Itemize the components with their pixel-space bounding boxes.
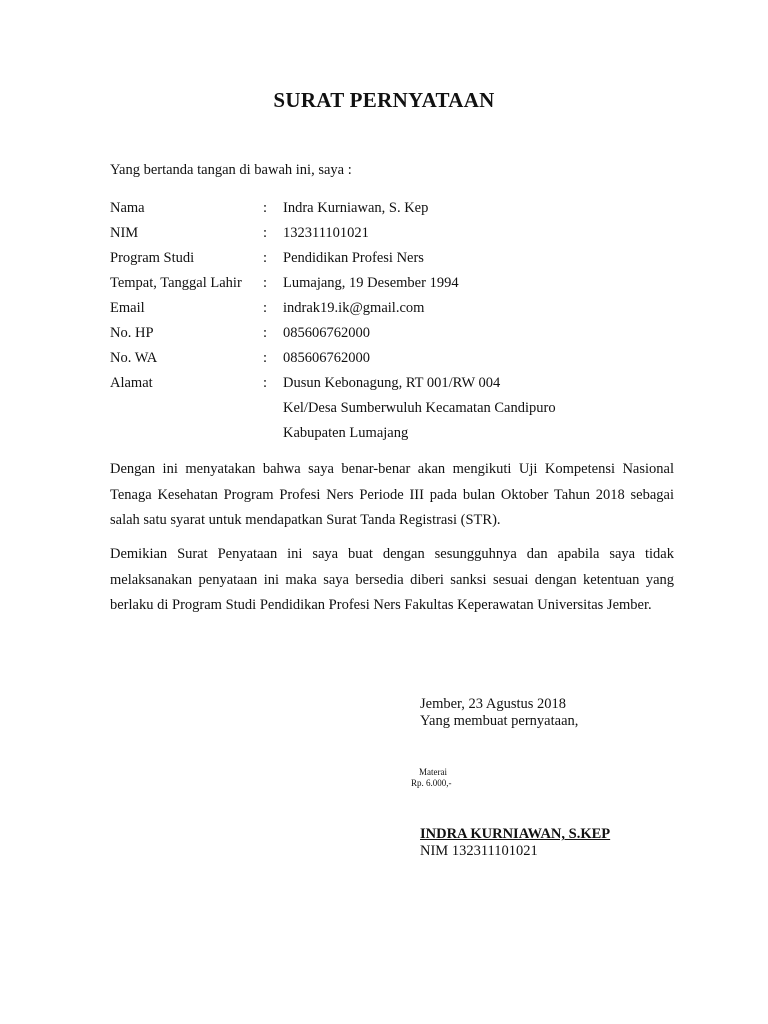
stamp-value: Rp. 6.000,-: [411, 778, 452, 788]
identity-table: [110, 196, 556, 446]
identity-colon: :: [263, 300, 268, 316]
identity-colon: :: [263, 200, 268, 216]
signer-name: INDRA KURNIAWAN, S.KEP: [420, 826, 611, 842]
identity-label: Alamat: [110, 375, 153, 391]
document-title: SURAT PERNYATAAN: [273, 88, 495, 112]
signer-block: [420, 826, 610, 860]
address-line: Kabupaten Lumajang: [283, 425, 409, 441]
intro-text: Yang bertanda tangan di bawah ini, saya :: [110, 162, 352, 178]
address-line: Kel/Desa Sumberwuluh Kecamatan Candipuro: [283, 400, 556, 416]
identity-label: Email: [110, 300, 145, 316]
identity-value: Dusun Kebonagung, RT 001/RW 004: [283, 375, 501, 391]
identity-label: No. WA: [110, 350, 158, 366]
signer-nim: NIM 132311101021: [420, 843, 538, 859]
identity-colon: :: [263, 350, 268, 366]
identity-row-program-studi: [110, 246, 556, 271]
place-date: Jember, 23 Agustus 2018: [420, 696, 567, 712]
identity-row-email: [110, 296, 556, 321]
identity-value: 085606762000: [283, 350, 370, 366]
signature-closing: Yang membuat pernyataan,: [420, 713, 579, 729]
identity-row-alamat: [110, 371, 556, 396]
identity-label: Nama: [110, 200, 145, 216]
identity-value: indrak19.ik@gmail.com: [283, 300, 425, 316]
identity-colon: :: [263, 225, 268, 241]
identity-row-hp: [110, 321, 556, 346]
statement-paragraph: Dengan ini menyatakan bahwa saya benar-benar akan mengikuti Uji Kompetensi Nasional Tenaga Kesehatan Program Profesi Ners Periode III pada bulan Oktober Tahun 2018 sebagai salah satu syarat untuk mendapatkan Surat Tanda Registrasi (STR).: [110, 461, 674, 528]
identity-value: Indra Kurniawan, S. Kep: [283, 200, 429, 216]
identity-row-wa: [110, 346, 556, 371]
identity-row-nim: [110, 221, 556, 246]
identity-colon: :: [263, 275, 268, 291]
identity-row-ttl: [110, 271, 556, 296]
stamp-label: Materai: [419, 767, 447, 777]
identity-value: Lumajang, 19 Desember 1994: [283, 275, 459, 291]
closing-paragraph: Demikian Surat Penyataan ini saya buat dengan sesungguhnya dan apabila saya tidak melaksanakan penyataan ini maka saya bersedia diberi sanksi sesuai dengan ketentuan yang berlaku di Program Studi Pendidikan Profesi Ners Fakultas Keperawatan Universitas Jember.: [110, 546, 674, 613]
signature-block: [420, 696, 578, 730]
identity-row-nama: [110, 196, 556, 221]
identity-label: Tempat, Tanggal Lahir: [110, 275, 242, 291]
identity-label: Program Studi: [110, 250, 195, 266]
identity-label: No. HP: [110, 325, 154, 341]
identity-value: 085606762000: [283, 325, 370, 341]
identity-colon: :: [263, 250, 268, 266]
identity-colon: :: [263, 325, 268, 341]
identity-colon: :: [263, 375, 268, 391]
identity-label: NIM: [110, 225, 139, 241]
identity-value: Pendidikan Profesi Ners: [283, 250, 424, 266]
identity-value: 132311101021: [283, 225, 369, 241]
